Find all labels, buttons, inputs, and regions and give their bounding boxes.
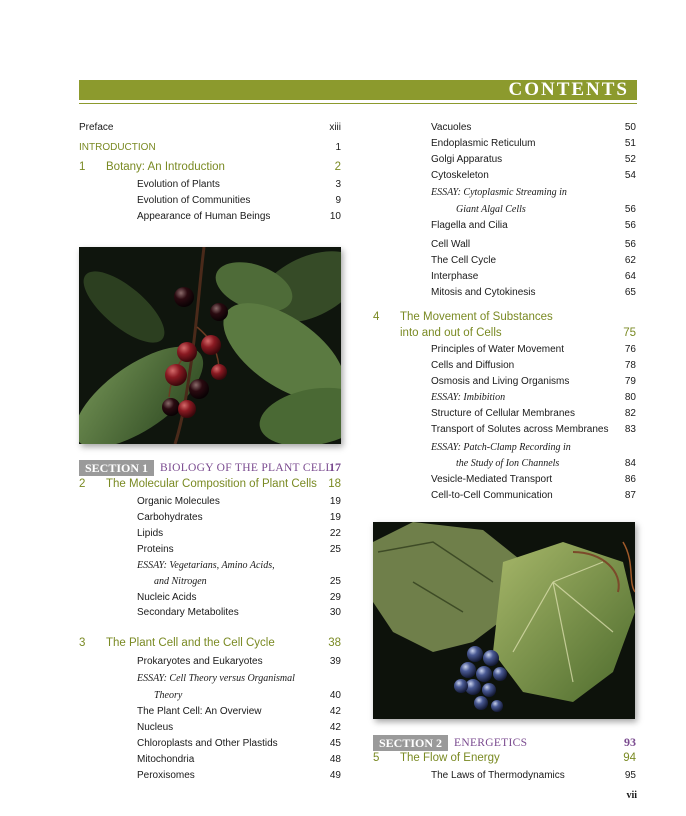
toc-essay[interactable]: ESSAY: Vegetarians, Amino Acids, <box>137 560 275 571</box>
toc-essay[interactable]: ESSAY: Cytoplasmic Streaming in <box>431 187 567 198</box>
toc-entry[interactable]: Nucleus 42 <box>137 722 341 733</box>
toc-entry-introduction[interactable]: INTRODUCTION 1 <box>79 142 341 153</box>
toc-entry[interactable]: The Plant Cell: An Overview 42 <box>137 706 341 717</box>
toc-entry[interactable]: Appearance of Human Beings 10 <box>137 211 341 222</box>
toc-entry[interactable]: Lipids 22 <box>137 528 341 539</box>
toc-essay-cont[interactable]: Theory 40 <box>154 690 341 701</box>
toc-entry[interactable]: Secondary Metabolites 30 <box>137 607 341 618</box>
toc-entry[interactable]: Peroxisomes 49 <box>137 770 341 781</box>
cherry-branch-photo <box>79 247 341 444</box>
toc-essay-cont[interactable]: and Nitrogen 25 <box>154 576 341 587</box>
section-title: ENERGETICS <box>454 736 528 749</box>
toc-entry[interactable]: Vesicle-Mediated Transport 86 <box>431 474 636 485</box>
toc-entry[interactable]: Mitochondria 48 <box>137 754 341 765</box>
toc-chapter-3[interactable]: 3 The Plant Cell and the Cell Cycle 38 <box>79 637 341 649</box>
toc-entry[interactable]: Organic Molecules 19 <box>137 496 341 507</box>
toc-essay[interactable]: ESSAY: Cell Theory versus Organismal <box>137 673 295 684</box>
toc-entry[interactable]: Cell Wall 56 <box>431 239 636 250</box>
section-title: BIOLOGY OF THE PLANT CELL <box>160 461 333 474</box>
toc-entry[interactable]: The Cell Cycle 62 <box>431 255 636 266</box>
toc-entry[interactable]: The Laws of Thermodynamics 95 <box>431 770 636 781</box>
grape-vine-photo <box>373 522 635 719</box>
banner-rule <box>79 103 637 104</box>
toc-essay-cont[interactable]: the Study of Ion Channels 84 <box>456 458 636 469</box>
toc-essay[interactable]: ESSAY: Imbibition 80 <box>431 392 636 403</box>
toc-entry[interactable]: Cells and Diffusion 78 <box>431 360 636 371</box>
toc-entry[interactable]: Structure of Cellular Membranes 82 <box>431 408 636 419</box>
toc-chapter-1[interactable]: 1 Botany: An Introduction 2 <box>79 161 341 173</box>
section-label: SECTION 1 <box>79 460 154 476</box>
toc-entry[interactable]: Carbohydrates 19 <box>137 512 341 523</box>
toc-entry[interactable]: Interphase 64 <box>431 271 636 282</box>
toc-entry[interactable]: Chloroplasts and Other Plastids 45 <box>137 738 341 749</box>
toc-chapter-5[interactable]: 5 The Flow of Energy 94 <box>373 752 636 764</box>
section-label: SECTION 2 <box>373 735 448 751</box>
toc-entry[interactable]: Transport of Solutes across Membranes 83 <box>431 424 636 435</box>
toc-entry[interactable]: Principles of Water Movement 76 <box>431 344 636 355</box>
toc-entry[interactable]: Mitosis and Cytokinesis 65 <box>431 287 636 298</box>
toc-essay-cont[interactable]: Giant Algal Cells 56 <box>456 204 636 215</box>
toc-essay[interactable]: ESSAY: Patch-Clamp Recording in <box>431 442 571 453</box>
toc-entry-preface[interactable]: Preface xiii <box>79 122 341 133</box>
toc-entry[interactable]: Flagella and Cilia 56 <box>431 220 636 231</box>
toc-entry[interactable]: Prokaryotes and Eukaryotes 39 <box>137 656 341 667</box>
toc-entry[interactable]: Evolution of Communities 9 <box>137 195 341 206</box>
toc-chapter-2[interactable]: 2 The Molecular Composition of Plant Cells 18 <box>79 478 341 490</box>
toc-entry[interactable]: Golgi Apparatus 52 <box>431 154 636 165</box>
toc-chapter-4[interactable]: 4 The Movement of Substances <box>373 311 553 323</box>
page-title: CONTENTS <box>508 79 629 100</box>
toc-entry[interactable]: Endoplasmic Reticulum 51 <box>431 138 636 149</box>
toc-entry[interactable]: Osmosis and Living Organisms 79 <box>431 376 636 387</box>
toc-entry[interactable]: Evolution of Plants 3 <box>137 179 341 190</box>
toc-entry[interactable]: Cytoskeleton 54 <box>431 170 636 181</box>
section-1-heading[interactable]: SECTION 1 BIOLOGY OF THE PLANT CELL 17 <box>79 459 341 475</box>
toc-entry[interactable]: Cell-to-Cell Communication 87 <box>431 490 636 501</box>
toc-entry[interactable]: Vacuoles 50 <box>431 122 636 133</box>
toc-entry[interactable]: Nucleic Acids 29 <box>137 592 341 603</box>
contents-banner <box>79 80 637 100</box>
section-2-heading[interactable]: SECTION 2 ENERGETICS 93 <box>373 734 636 750</box>
toc-entry[interactable]: Proteins 25 <box>137 544 341 555</box>
page-number: vii <box>626 790 637 801</box>
